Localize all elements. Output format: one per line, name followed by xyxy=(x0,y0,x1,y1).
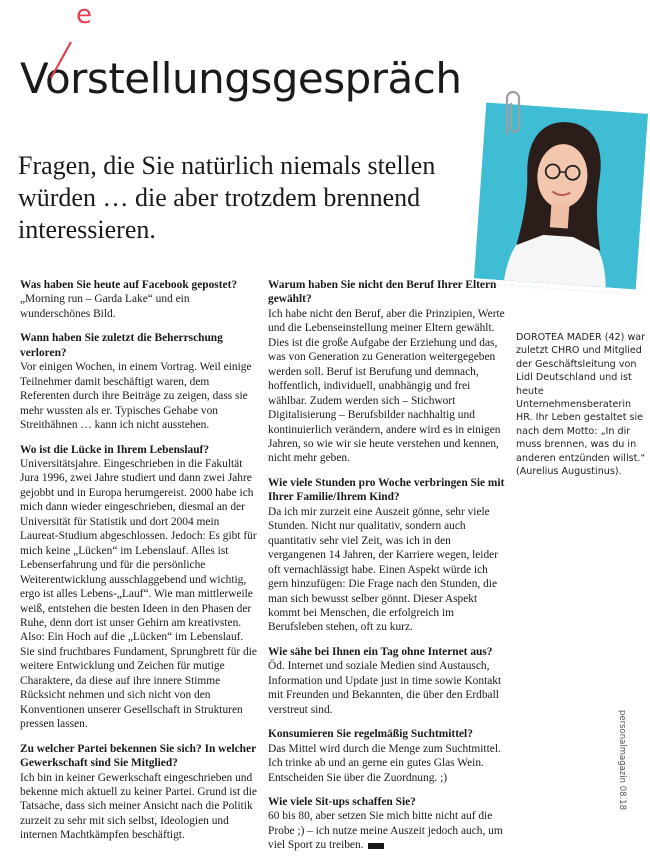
question: Konsumieren Sie regelmäßig Suchtmittel? xyxy=(268,727,508,741)
question: Wann haben Sie zuletzt die Beherrschung verloren? xyxy=(20,331,260,360)
column-middle xyxy=(268,278,508,863)
question: Wie viele Sit-ups schaffen Sie? xyxy=(268,795,508,809)
side-footer: personalmagazin 08.18 xyxy=(613,710,627,830)
qa-item xyxy=(268,278,508,466)
end-mark xyxy=(368,843,384,849)
caption-name: DOROTEA MADER (42) xyxy=(516,332,624,343)
qa-item xyxy=(268,727,508,785)
qa-item xyxy=(268,645,508,717)
lead-paragraph: Fragen, die Sie natürlich niemals stellen würden … die aber trotzdem brennend interessieren. xyxy=(18,150,478,246)
answer: Universitätsjahre. Eingeschrieben in die Fakultät Jura 1996, zwei Jahre studiert und dann zwei Jahre gejobbt und in Europa herumgereist. 2000 habe ich mich dann wieder eingeschrieben, diesmal an der Universität für Statistik und dort 2004 mein Laureat-Studium abgeschlossen. Jedoch: Es gibt für mich keine „Lücken“ im Lebenslauf. Alles ist Lebenserfahrung und für die persönliche Weiterentwicklung ausschlaggebend und wichtig, ergo ist alles Lebens-„Lauf“. Wie man mittlerweile weiß, entstehen die besten Ideen in den Phasen der Ruhe, denn dort ist unser Gehirn am kreativsten. Also: Ein Hoch auf die „Lücken“ im Lebenslauf. Sie sind fruchtbares Fundament, Sprungbrett für die weitere Entwicklung und Zeichen für mutige Charaktere, da diese auf ihre innere Stimme Rücksicht nehmen und sich nicht von den Konventionen unserer Gesellschaft in Strukturen pressen lassen. xyxy=(20,457,260,732)
answer: Vor einigen Wochen, in einem Vortrag. Weil einige Teilnehmer damit beschäftigt waren, dem Referenten durch ihre Beiträge zu zeigen, dass sie mehr wussten als er. Typisches Gehabe von Streithähnen … kann ich nicht ausstehen. xyxy=(20,360,260,432)
qa-item xyxy=(20,443,260,732)
qa-item xyxy=(268,476,508,635)
answer: Öd. Internet und soziale Medien sind Austausch, Information und Update just in time sowie Kontakt mit Freunden und Bekannten, die über den Erdball verstreut sind. xyxy=(268,659,508,717)
paperclip-icon xyxy=(497,84,529,144)
qa-item xyxy=(268,795,508,853)
question: Wie viele Stunden pro Woche verbringen Sie mit Ihrer Familie/Ihrem Kind? xyxy=(268,476,508,505)
page-title: Vorstellungsgespräch xyxy=(20,58,560,100)
qa-item xyxy=(20,742,260,843)
qa-item xyxy=(20,278,260,321)
qa-item xyxy=(20,331,260,432)
question: Wie sähe bei Ihnen ein Tag ohne Internet aus? xyxy=(268,645,508,659)
answer: „Morning run – Garda Lake“ und ein wunderschönes Bild. xyxy=(20,292,260,321)
caption-text: war zuletzt CHRO und Mitglied der Geschäftsleitung von Lidl Deutschland und ist heute Unternehmensberaterin HR. Ihr Leben gestaltet sie nach dem Motto: „In dir muss brennen, was du in anderen entzünden willst.“ (Aurelius Augustinus). xyxy=(516,332,645,477)
question: Zu welcher Partei bekennen Sie sich? In welcher Gewerkschaft sind Sie Mitglied? xyxy=(20,742,260,771)
question: Was haben Sie heute auf Facebook gepostet? xyxy=(20,278,260,292)
answer: Da ich mir zurzeit eine Auszeit gönne, sehr viele Stunden. Nicht nur qualitativ, sondern auch quantitativ sehr viel Zeit, was ich in den vergangenen 14 Jahren, der Karriere wegen, leider oft vernachlässigt habe. Einen Aspekt würde ich gern hinzufügen: Die Frage nach den Stunden, die man sich bewusst selber gönnt. Dieser Aspekt kommt bei Menschen, die erfolgreich im Berufsleben stehen, oft zu kurz. xyxy=(268,505,508,635)
answer: Ich habe nicht den Beruf, aber die Prinzipien, Werte und die Lebenseinstellung meiner Eltern gewählt. Dies ist die große Aufgabe der Erziehung und das, was von Generation zu Generation weitergegeben werden soll. Beruf ist Berufung und demnach, hoffentlich, individuell, unabhängig und frei wählbar. Zudem werden sich – Stichwort Digitalisierung – Berufsbilder nachhaltig und kontinuierlich verändern, andere wird es in einigen Jahren, so wie wir sie heute verstehen und kennen, nicht mehr geben. xyxy=(268,307,508,466)
question: Wo ist die Lücke in Ihrem Lebenslauf? xyxy=(20,443,260,457)
answer-wrap xyxy=(268,809,508,852)
strike-through-mark xyxy=(45,38,75,88)
inserted-letter: e xyxy=(76,0,92,30)
answer: Das Mittel wird durch die Menge zum Suchtmittel. Ich trinke ab und an gerne ein gutes Glas Wein. Entscheiden Sie über die Zuordnung. ;) xyxy=(268,742,508,785)
column-left xyxy=(20,278,260,853)
question: Warum haben Sie nicht den Beruf Ihrer Eltern gewählt? xyxy=(268,278,508,307)
answer: Ich bin in keiner Gewerkschaft eingeschrieben und bekenne mich aktuell zu keiner Partei. Grund ist die Tatsache, dass sich meiner Ansicht nach die Politik zurzeit zu sehr mit sich selbst, Ideologien und internen Machtkämpfen beschäftigt. xyxy=(20,771,260,843)
portrait-caption xyxy=(516,331,646,478)
answer: 60 bis 80, aber setzen Sie mich bitte nicht auf die Probe ;) – ich nutze meine Auszeit jedoch auch, um viel Sport zu treiben. xyxy=(268,810,503,851)
